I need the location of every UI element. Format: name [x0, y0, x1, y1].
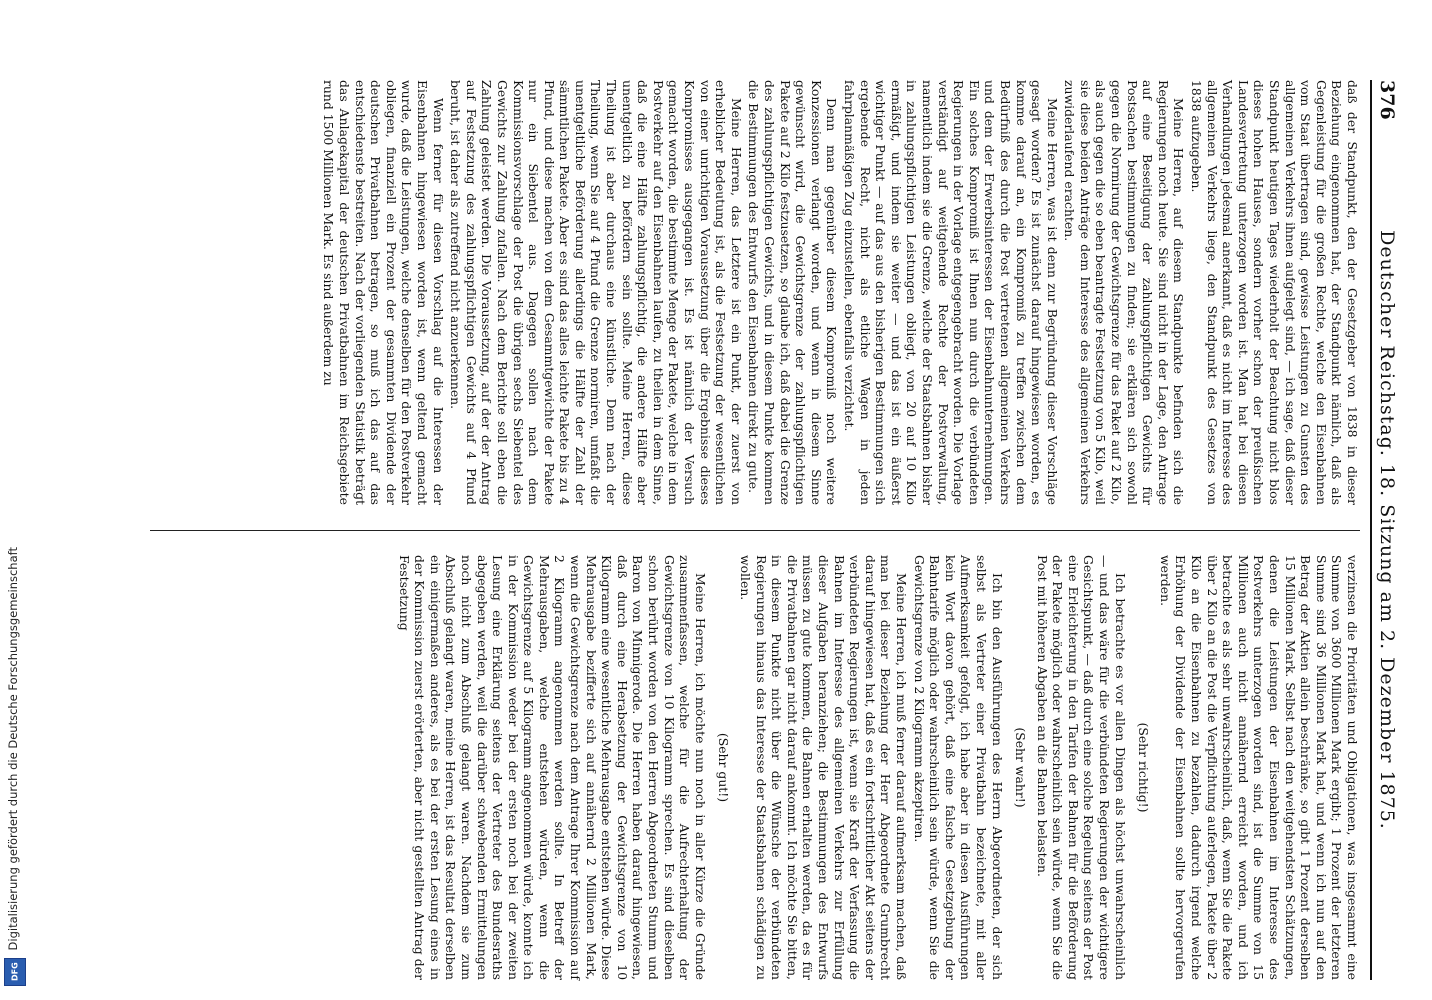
column-divider: [150, 530, 1360, 531]
paragraph: Meine Herren, das Letztere ist ein Punkt, der zuerst von erheblicher Bedeutung ist, als die Festsetzung der wesentlichen von einer unrichtigen Voraussetzung über die Ergebnisse dieses Kompromisses ausgegangen ist. Es ist nämlich der Versuch gemacht worden, die bestimmte Menge der Pakete, welche in dem Postverkehr auf den Eisenbahnen laufen, zu theilen in dem Sinne, daß die eine Hälfte zahlungspflichtig, die andere Hälfte aber unentgeltlich zu befördern sein sollte. Meine Herren, diese Theilung ist aber durchaus eine künstliche. Denn nach der Theilung, wenn Sie auf 4 Pfund die Grenze normiren, umfaßt die unentgeltliche Beförderung allerdings die Hälfte der Zahl der sämmtlichen Pakete. Aber es sind das alles leichte Pakete bis zu 4 Pfund, und diese machen von dem Gesammtgewichte der Pakete nur ein Siebentel aus. Dagegen sollen nach dem Kommissionsvorschlage der Post die übrigen sechs Siebentel des Gewichts zur Zahlung zufallen. Nach dem Berichte soll eben die Zahlung geleistet werden. Die Voraussetzung, auf der der Antrag auf Festsetzung des zahlungspflichtigen Gewichts auf 4 Pfund beruht, ist daher als zutreffend nicht anzuerkennen.: [448, 80, 744, 505]
digitization-credit: Digitalisierung gefördert durch die Deutsche Forschungsgemeinschaft: [6, 546, 20, 950]
paragraph: Denn man gegenüber diesem Kompromiß noch weitere Konzessionen verlangt worden, und wenn in diesem Sinne gewünscht wird, die Gewichtsgrenze der zahlungspflichtigen Pakete auf 2 Kilo festzusetzen, so glaube ich, daß dabei die Grenze des zahlungspflichtigen Gewichts, und in diesem Punkte kommen die Bestimmungen des Entwurfs den Eisenbahnen direkt zu gute.: [746, 80, 840, 505]
paragraph: Meine Herren, ich muß ferner darauf aufmerksam machen, daß man bei dieser Beziehung der Herr Abgeordnete Grumbrecht darauf hingewiesen hat, daß es ein fortschrittlicher Akt seitens der verbündeten Regierungen ist, wenn sie Kraft der Verfassung die Bahnen im Interesse des allgemeinen Verkehrs zur Erfüllung dieser Aufgaben heranziehen; die Bestimmungen des Entwurfs müssen zu gute kommen, die Bahnen erhalten werden, da es für die Privatbahnen gar nicht darauf ankommt. Ich möchte Sie bitten, in diesem Punkte nicht über die Wünsche der verbündeten Regierungen hinaus das Interesse der Staatsbahnen schädigen zu wollen.: [738, 555, 909, 980]
paragraph: Wenn ferner für diesen Vorschlag auf die Interessen der Eisenbahnen hingewiesen worden ist, wenn geltend gemacht wurde, daß die Leistungen, welche denselben für den Postverkehr obliegen, finanziell ein Prozent der gesammten Dividende der deutschen Privatbahnen betragen, so muß ich das auf das entschiedenste bestreiten. Nach der vorliegenden Statistik beträgt das Anlagekapital der deutschen Privatbahnen im Reichsgebiete rund 1500 Millionen Mark. Es sind außerdem zu: [321, 80, 446, 505]
left-column: [319, 80, 1360, 505]
page-number: 376: [1376, 80, 1398, 120]
applause-remark: (Sehr richtig!): [1136, 722, 1152, 813]
page-header: [1370, 80, 1402, 980]
paragraph: Meine Herren, ich möchte nun noch in aller Kürze die Gründe zusammenfassen, welche für die Aufrechterhaltung der Gewichtsgrenze von 10 Kilogramm sprechen. Es sind dieselben schon berührt worden von den Herren Abgeordneten Stumm und Baron von Minnigerode. Die Herren haben darauf hingewiesen, daß durch eine Herabsetzung der Gewichtsgrenze von 10 Kilogramm eine wesentliche Mehrausgabe entstehen würde. Diese Mehrausgabe bezifferte sich auf annähernd 2 Millionen Mark, wenn die Gewichtsgrenze nach dem Antrage Ihrer Kommission auf 2 Kilogramm angenommen werden sollte. In Betreff der Mehrausgaben, welche entstehen würden, wenn die Gewichtsgrenze auf 5 Kilogramm angenommen würde, konnte ich in der Kommission weder bei der ersten noch bei der zweiten Lesung eine Erklärung seitens der Vertreter des Bundesraths abgegeben werden, weil die darüber schwebenden Ermittelungen noch nicht zum Abschluß gelangt waren. Nachdem sie zum Abschluß gelangt waren, meine Herren, ist das Resultat derselben ein einigermaßen anderes, als es bei der ersten Lesung eines in der Kommission zuerst erörterten, aber nicht gestellten Antrag der Festsetzung: [396, 555, 708, 980]
paragraph: daß der Standpunkt, den der Gesetzgeber von 1838 in dieser Beziehung eingenommen hat, der Standpunkt nämlich, daß als Gegenleistung für die großen Rechte, welche den Eisenbahnen vom Staat übertragen sind, gewisse Leistungen zu Gunsten des allgemeinen Verkehrs ihnen aufgelegt sind, — ich sage, daß dieser Standpunkt heutigen Tages wiederholt der Beachtung nicht blos dieses hohen Hauses, sondern vorher schon der preußischen Landesvertretung unterzogen worden ist. Man hat bei diesen Verhandlungen jedesmal anerkannt, daß es nicht im Interesse des allgemeinen Verkehrs liege, den Standpunkt des Gesetzes von 1838 aufzugeben.: [1189, 80, 1360, 505]
paragraph: Ich betrachte es vor allen Dingen als höchst unwahrscheinlich — und das wäre für die verbündeten Regierungen der wichtigere Gesichtspunkt, — daß durch eine solche Regelung seitens der Post eine Erleichterung in den Tarifen der Bahnen für die Beförderung der Pakete möglich oder wahrscheinlich sein würde, wenn Sie die Post mit höheren Abgaben an die Bahnen belasten.: [1034, 555, 1128, 980]
rotated-page: [102, 60, 1402, 1000]
dfg-logo-icon: [4, 958, 26, 986]
paragraph: Meine Herren, auf diesem Standpunkte befinden sich die Regierungen noch heute. Sie sind nicht in der Lage, den Antrage auf eine Beseitigung der zahlungspflichtigen Gewichts für Postsachen bestimmungen zu finden; sie erklären sich sowohl gegen die Normirung der Gewichtsgrenze für das Paket auf 2 Kilo, als auch gegen die so eben beantragte Festsetzung von 5 Kilo, weil sie diese beiden Anträge dem Interesse des allgemeinen Verkehrs zuwiderlaufend erachten.: [1062, 80, 1187, 505]
paragraph: Meine Herren, was ist denn zur Begründung dieser Vorschläge gesagt worden? Es ist zunächst darauf hingewiesen worden, es komme darauf an, ein Kompromiß zu treffen zwischen dem Bedürfniß des durch die Post vertretenen allgemeinen Verkehrs und dem der Erwerbsinteressen der Eisenbahnunternehmungen. Ein solches Kompromiß ist Ihnen nun durch die verbündeten Regierungen in der Vorlage entgegengebracht worden. Die Vorlage verständigt auf weitgehende Rechte der Postverwaltung, namentlich indem sie die Grenze, welche der Staatsbahnen bisher in zahlungspflichtigen Leistungen obliegt, von 20 auf 10 Kilo ermäßigt, und indem sie weiter — und das ist ein äußerst wichtiger Punkt — auf das aus den bisherigen Bestimmungen sich ergebende Recht, nicht als etliche Wagen in jeden fahrplanmäßigen Zug einzustellen, ebenfalls verzichtet.: [842, 80, 1060, 505]
dfg-logo-text: DFG: [10, 962, 20, 982]
paragraph: Ich bin den Ausführungen des Herrn Abgeordneten, der sich selbst als Vertreter einer Privatbahn bezeichnete, mit aller Aufmerksamkeit gefolgt, ich habe aber in diesen Ausführungen kein Wort davon gehört, daß eine falsche Gesetzgebung der Bahntarife möglich oder wahrscheinlich sein würde, wenn Sie die Gewichtsgrenze von 2 Kilogramm akzeptiren.: [911, 555, 1005, 980]
right-column: [394, 555, 1360, 980]
digitization-credit-strip: [0, 20, 28, 990]
page-title: Deutscher Reichstag. 18. Sitzung am 2. Dezember 1875.: [1376, 230, 1398, 830]
applause-remark: (Sehr gut!): [716, 732, 732, 803]
paragraph: verzinsen die Prioritäten und Obligationen, was insgesammt eine Summe von 3600 Millionen Mark ergibt; 1 Prozent der letzteren Summe sind 36 Millionen Mark hat, und wenn ich nun auf den Betrag der Aktien allein beschränke, so gibt 1 Prozent derselben 15 Millionen Mark. Selbst nach den weitgehendsten Schätzungen, denen die Leistungen der Eisenbahnen im Interesse des Postverkehrs unterzogen worden sind, ist die Summe von 15 Millionen auch nicht annähernd erreicht worden, und ich betrachte es als sehr unwahrscheinlich, daß, wenn Sie die Pakete über 2 Kilo an die Post die Verpflichtung auferlegen, Pakete über 2 Kilo an die Eisenbahnen zu bezahlen, dadurch irgend welche Erhöhung der Dividende der Eisenbahnen sollte hervorgerufen werden.: [1157, 555, 1360, 980]
applause-remark: (Sehr wahr!): [1013, 727, 1029, 808]
